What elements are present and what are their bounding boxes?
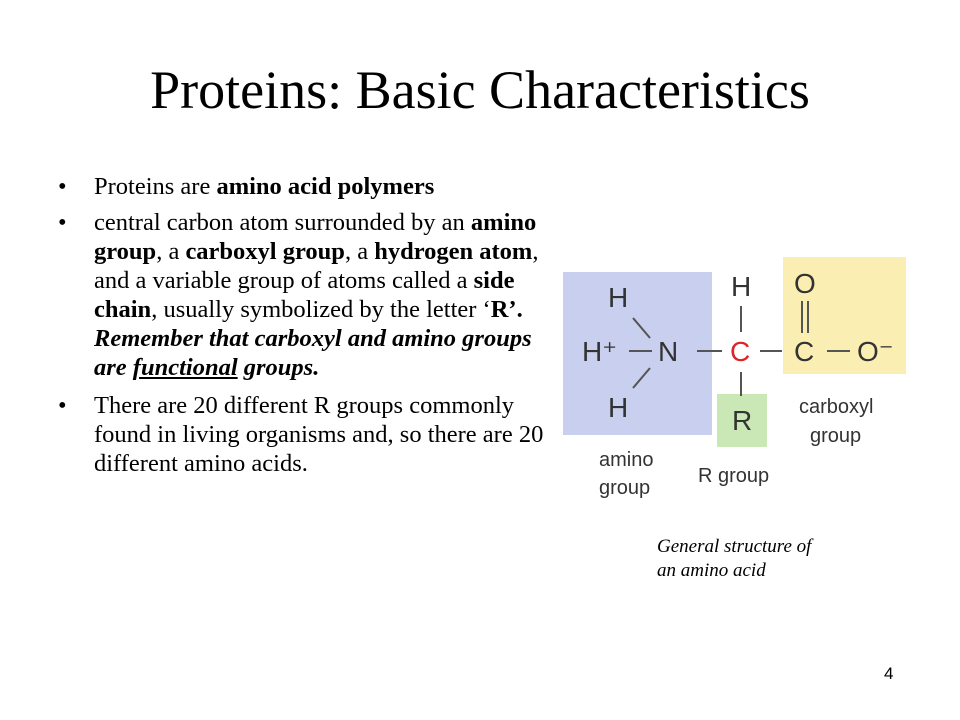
bullet-dot: • [58,173,67,200]
slide-title: Proteins: Basic Characteristics [150,60,810,120]
amino-acid-diagram [560,250,916,512]
label-carboxyl-line-2: group [810,425,862,447]
bullet-text: , a [344,238,375,265]
label-amino-line-2: group [599,477,651,499]
bullet-underlined-text: functional [132,354,238,381]
bullet-text: , a [156,238,186,265]
label-carboxyl-line-1: carboxyl [799,396,874,418]
atom-h-bottom-left: H [608,392,629,423]
bullet-list [58,172,548,487]
bullet-text: central carbon atom surrounded by an [94,209,471,236]
label-r-group: R group [698,465,770,487]
figure-caption [657,535,887,583]
page-number: 4 [884,664,894,683]
bullet-bold-text: carboxyl group [185,238,345,265]
bullet-bold-text: side chain [94,267,515,323]
atom-r: R [732,405,753,436]
bullet-text: There are 20 different R groups commonly found in living organisms and, so there are 20 different amino acids. [94,392,544,477]
atom-c-central: C [730,336,751,367]
caption-line-1: General structure of [657,536,812,557]
bullet-bold-text: amino group [94,209,537,265]
atom-h-top: H [731,271,752,302]
atom-o-top: O [794,268,816,299]
bullet-bold-text: hydrogen atom [374,238,533,265]
bullet-text: , and a variable group of atoms called a [94,238,539,294]
label-amino-line-1: amino [599,449,654,471]
atom-h-top-left: H [608,282,629,313]
caption-line-2: an amino acid [657,560,766,581]
atom-c-carboxyl: C [794,336,815,367]
bullet-bold-text: amino acid polymers [216,173,435,200]
atom-n: N [658,336,679,367]
bullet-dot: • [58,392,67,419]
atom-o-minus: O⁻ [857,336,894,367]
bullet-text: Proteins are [94,173,217,200]
bullet-dot: • [58,209,67,236]
bullet-bold-italic-text: Remember that carboxyl and amino groups are [94,325,532,381]
bullet-item-3 [58,391,548,478]
bullet-bold-text: R’. [490,296,523,323]
bullet-text: , usually symbolized by the letter ‘ [151,296,491,323]
bullet-bold-italic-text: groups. [237,354,320,381]
bullet-item-1 [58,172,548,201]
bullet-item-2 [58,208,548,382]
atom-h-plus: H⁺ [582,336,617,367]
